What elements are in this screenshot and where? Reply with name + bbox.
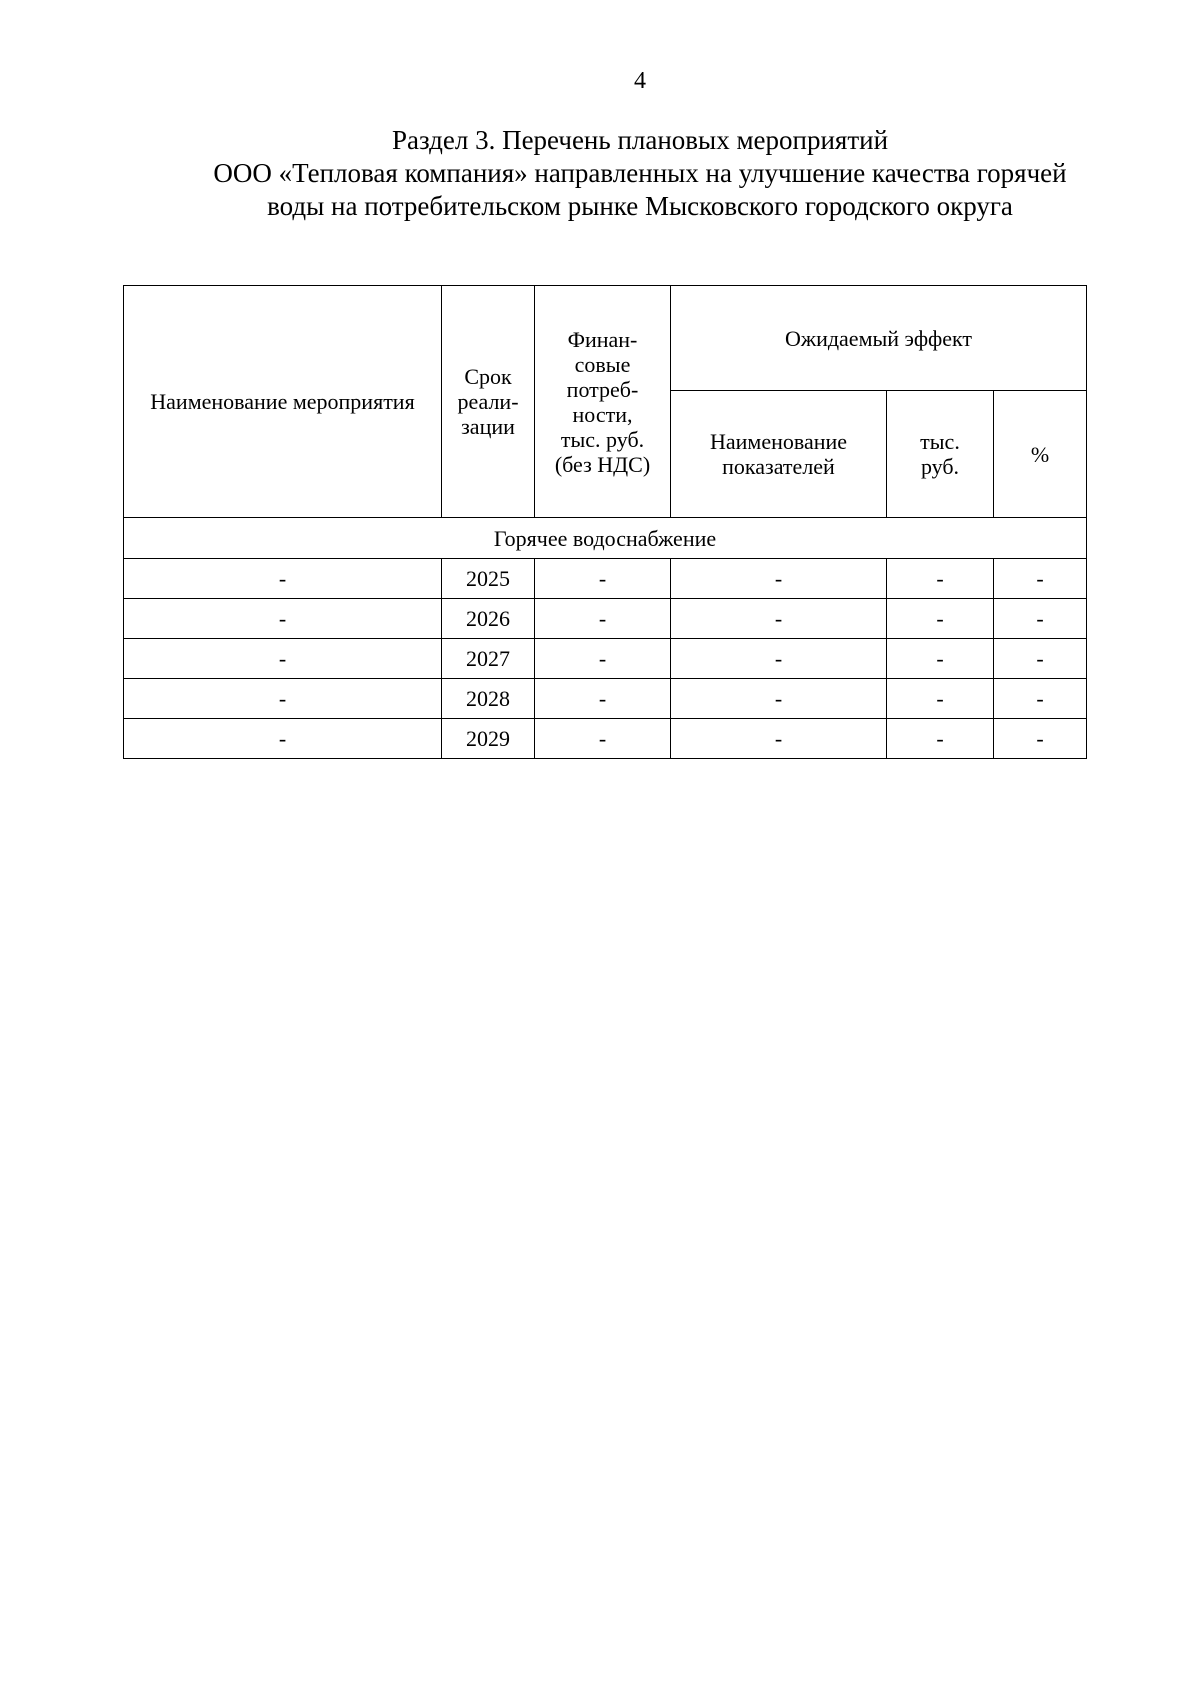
cell-year: 2025 bbox=[442, 559, 535, 599]
header-thousand-rub-line: тыс. bbox=[920, 429, 960, 454]
header-finance-line: потреб- bbox=[566, 376, 639, 402]
header-term-line: реали- bbox=[457, 389, 519, 414]
header-finance-line: ности, bbox=[572, 401, 633, 427]
table-row bbox=[124, 559, 1087, 599]
cell-indicator: - bbox=[671, 679, 887, 719]
header-measure-name: Наименование мероприятия bbox=[124, 286, 442, 518]
cell-thousand-rub: - bbox=[887, 719, 994, 759]
cell-year: 2028 bbox=[442, 679, 535, 719]
header-thousand-rub-line: руб. bbox=[920, 454, 960, 479]
cell-finance: - bbox=[535, 679, 671, 719]
cell-percent: - bbox=[994, 639, 1087, 679]
cell-measure-name: - bbox=[124, 719, 442, 759]
cell-thousand-rub: - bbox=[887, 639, 994, 679]
cell-indicator: - bbox=[671, 559, 887, 599]
header-term-line: зации bbox=[461, 414, 515, 439]
header-indicator-name bbox=[671, 391, 887, 518]
table-row bbox=[124, 679, 1087, 719]
cell-indicator: - bbox=[671, 719, 887, 759]
header-thousand-rub bbox=[887, 391, 994, 518]
header-finance-line: (без НДС) bbox=[554, 451, 651, 477]
header-finance-line: тыс. руб. bbox=[560, 426, 645, 452]
cell-thousand-rub: - bbox=[887, 599, 994, 639]
cell-finance: - bbox=[535, 639, 671, 679]
cell-finance: - bbox=[535, 559, 671, 599]
table-row bbox=[124, 599, 1087, 639]
cell-percent: - bbox=[994, 599, 1087, 639]
heading-line-2: ООО «Тепловая компания» направленных на улучшение качества горячей bbox=[213, 158, 1067, 188]
header-term bbox=[442, 286, 535, 518]
document-heading bbox=[160, 124, 1120, 223]
table-row bbox=[124, 719, 1087, 759]
heading-line-1: Раздел 3. Перечень плановых мероприятий bbox=[391, 125, 889, 155]
cell-year: 2026 bbox=[442, 599, 535, 639]
measures-table bbox=[123, 285, 1087, 759]
cell-thousand-rub: - bbox=[887, 679, 994, 719]
cell-year: 2029 bbox=[442, 719, 535, 759]
header-indicator-line: показателей bbox=[722, 454, 835, 479]
header-percent: % bbox=[994, 391, 1087, 518]
cell-indicator: - bbox=[671, 639, 887, 679]
cell-percent: - bbox=[994, 719, 1087, 759]
cell-measure-name: - bbox=[124, 559, 442, 599]
cell-percent: - bbox=[994, 559, 1087, 599]
cell-finance: - bbox=[535, 599, 671, 639]
cell-year: 2027 bbox=[442, 639, 535, 679]
heading-line-3: воды на потребительском рынке Мысковского городского округа bbox=[267, 191, 1013, 221]
page-number: 4 bbox=[634, 68, 646, 94]
section-row bbox=[124, 518, 1087, 559]
cell-finance: - bbox=[535, 719, 671, 759]
header-finance-line: Финан- bbox=[567, 326, 638, 352]
header-finance-line: совые bbox=[574, 351, 631, 377]
cell-measure-name: - bbox=[124, 599, 442, 639]
section-title: Горячее водоснабжение bbox=[124, 518, 1087, 559]
header-indicator-line: Наименование bbox=[709, 429, 848, 454]
cell-measure-name: - bbox=[124, 679, 442, 719]
table-row bbox=[124, 639, 1087, 679]
cell-measure-name: - bbox=[124, 639, 442, 679]
cell-percent: - bbox=[994, 679, 1087, 719]
header-finance bbox=[535, 286, 671, 518]
header-term-line: Срок bbox=[464, 364, 512, 389]
header-expected-effect: Ожидаемый эффект bbox=[671, 286, 1087, 391]
cell-thousand-rub: - bbox=[887, 559, 994, 599]
cell-indicator: - bbox=[671, 599, 887, 639]
